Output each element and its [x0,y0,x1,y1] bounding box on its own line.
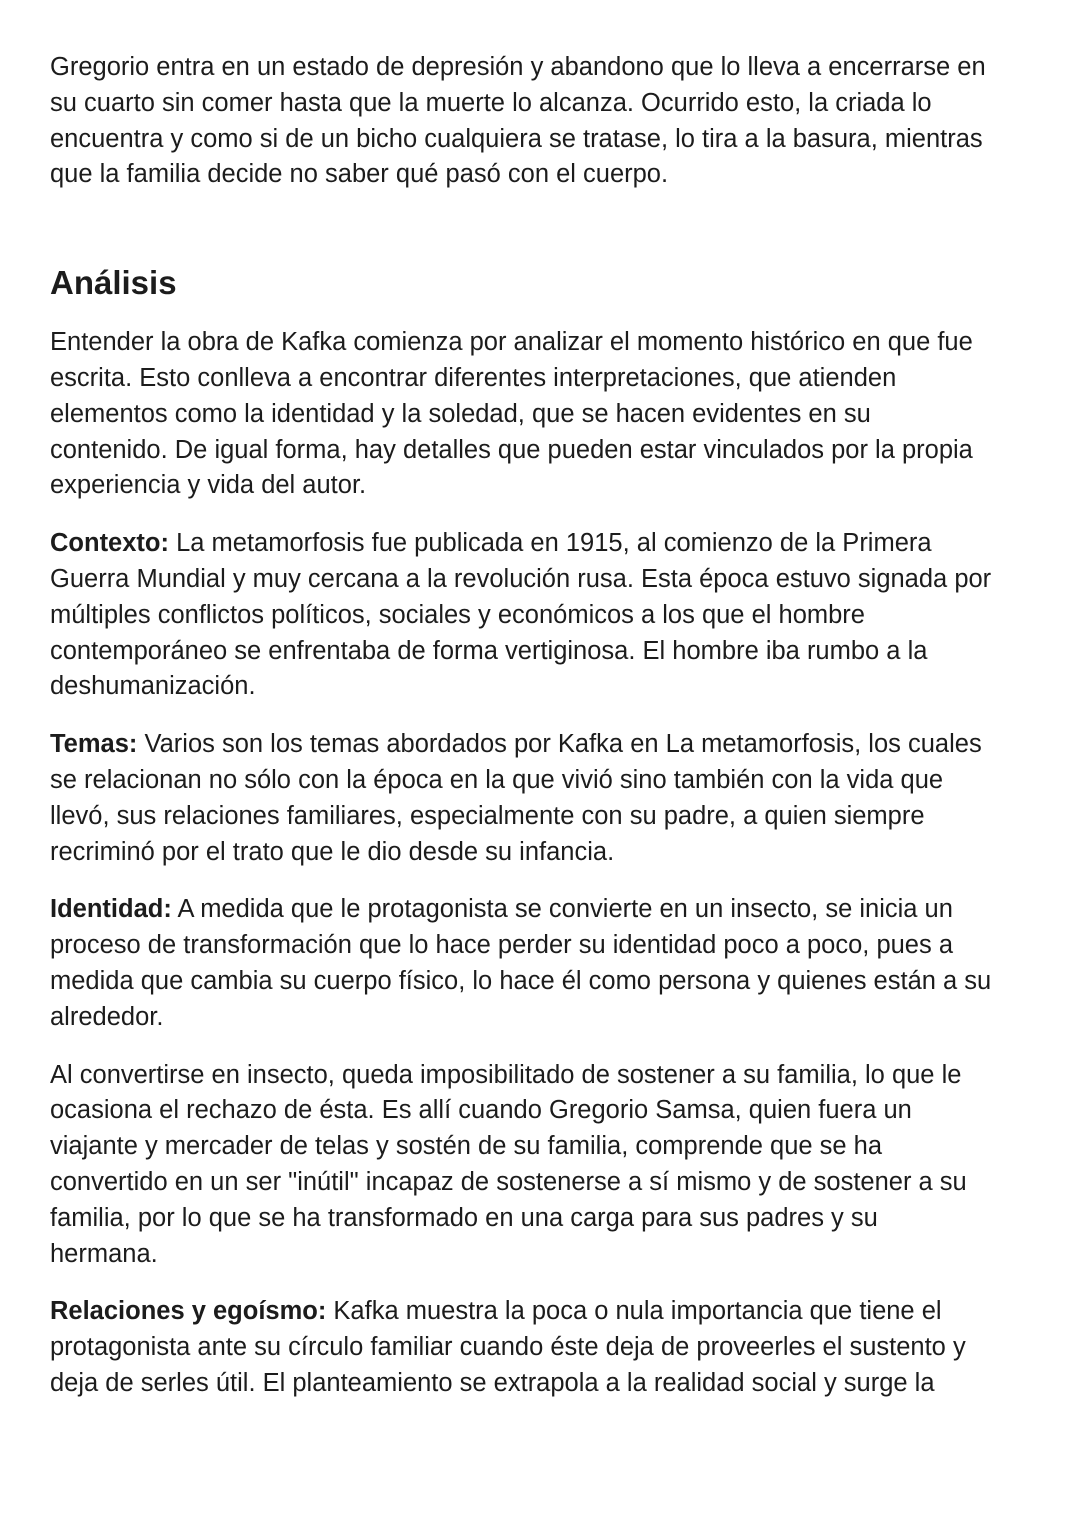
paragraph-ending [50,50,1050,193]
paragraph-contexto [50,526,1050,705]
text-line: familia, por lo que se ha transformado en una carga para sus padres y su [50,1203,878,1232]
term-label: Identidad: [50,895,172,924]
text-line: convertido en un ser "inútil" incapaz de sostenerse a sí mismo y de sostener a su [50,1167,967,1196]
text-line: recriminó por el trato que le dio desde su infancia. [50,837,615,866]
text-line: se relacionan no sólo con la época en la que vivió sino también con la vida que [50,765,944,794]
text-line: llevó, sus relaciones familiares, especialmente con su padre, a quien siempre [50,801,925,830]
text-line: Al convertirse en insecto, queda imposibilitado de sostener a su familia, lo que le [50,1060,962,1089]
text-line: experiencia y vida del autor. [50,471,367,500]
text-line: A medida que le protagonista se convierte en un insecto, se inicia un [171,895,953,924]
text-line: elementos como la identidad y la soledad, que se hacen evidentes en su [50,399,871,428]
text-line: Guerra Mundial y muy cercana a la revolución rusa. Esta época estuvo signada por [50,564,992,593]
document [50,50,1050,1424]
text-line: alrededor. [50,1002,164,1031]
text-line: viajante y mercader de telas y sostén de su familia, comprende que se ha [50,1132,883,1161]
paragraph-relaciones [50,1294,1050,1401]
text-line: su cuarto sin comer hasta que la muerte lo alcanza. Ocurrido esto, la criada lo [50,88,932,117]
text-line: múltiples conflictos políticos, sociales y económicos a los que el hombre [50,600,865,629]
term-label: Temas: [50,730,138,759]
text-line: Kafka muestra la poca o nula importancia que tiene el [326,1297,942,1326]
term-label: Contexto: [50,529,169,558]
text-line: medida que cambia su cuerpo físico, lo hace él como persona y quienes están a su [50,966,992,995]
text-line: contenido. De igual forma, hay detalles que pueden estar vinculados por la propia [50,435,973,464]
text-line: deja de serles útil. El planteamiento se extrapola a la realidad social y surge la [50,1368,935,1397]
paragraph-insecto [50,1058,1050,1273]
text-line: encuentra y como si de un bicho cualquiera se tratase, lo tira a la basura, mientras [50,124,983,153]
text-line: contemporáneo se enfrentaba de forma vertiginosa. El hombre iba rumbo a la [50,636,928,665]
paragraph-identidad [50,892,1050,1035]
text-line: escrita. Esto conlleva a encontrar diferentes interpretaciones, que atienden [50,363,897,392]
term-label: Relaciones y egoísmo: [50,1297,327,1326]
text-line: Gregorio entra en un estado de depresión y abandono que lo lleva a encerrarse en [50,53,986,81]
text-line: proceso de transformación que lo hace perder su identidad poco a poco, pues a [50,931,954,960]
section-heading: Análisis [50,264,177,302]
text-line: Entender la obra de Kafka comienza por analizar el momento histórico en que fue [50,328,973,357]
paragraph-temas [50,727,1050,870]
paragraph-analysis-intro [50,325,1050,504]
text-line: Varios son los temas abordados por Kafka en La metamorfosis, los cuales [137,730,982,759]
text-line: La metamorfosis fue publicada en 1915, al comienzo de la Primera [168,529,932,558]
text-line: ocasiona el rechazo de ésta. Es allí cuando Gregorio Samsa, quien fuera un [50,1096,912,1125]
text-line: hermana. [50,1239,158,1268]
text-line: deshumanización. [50,672,256,701]
text-line: que la familia decide no saber qué pasó con el cuerpo. [50,160,669,189]
text-line: protagonista ante su círculo familiar cuando éste deja de proveerles el sustento y [50,1333,966,1362]
